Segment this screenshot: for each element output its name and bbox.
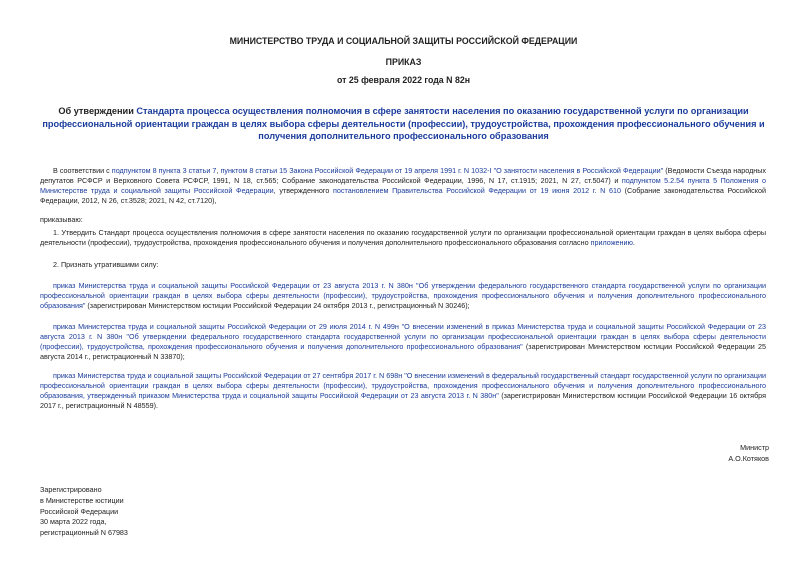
document-date-number: от 25 февраля 2022 года N 82н (336, 75, 471, 85)
registration-line: в Министерстве юстиции (40, 495, 124, 505)
preamble-text-4: , утвержденного (273, 185, 333, 195)
revoked-order-1-text: (зарегистрирован Министерством юстиции Российской Федерации 24 октября 2013 г., регистрационный N 30246); (85, 300, 470, 310)
revoked-order-1 (40, 281, 766, 311)
signature-name: А.О.Котяков (728, 454, 769, 463)
preamble-link-resolution[interactable]: постановлением Правительства Российской Федерации от 19 июня 2012 г. N 610 (333, 185, 621, 195)
revoked-order-1-link[interactable]: приказ Министерства труда и социальной защиты Российской Федерации от 23 августа 2013 г. N 380н "Об утверждении федерального государственного стандарта государственной услуги по организации профессиональной ориентации граждан в целях выбора сферы деятельности (профессии), трудоустройства, прохождения профессионального обучения и получения дополнительного профессионального образования" (40, 281, 766, 310)
item-1-text: 1. Утвердить Стандарт процесса осуществления полномочия в сфере занятости населения по оказанию государственной услуги по организации профессиональной ориентации граждан в целях выбора сферы деятельности (профессии), трудоустройства, прохождения профессионального обучения и получения дополнительного профессионального образования согласно (40, 228, 766, 247)
revoked-order-3-text: (зарегистрирован Министерством юстиции Российской Федерации 16 октября 2017 г., регистрационный N 48559). (40, 390, 766, 410)
registration-line: 30 марта 2022 года, (40, 517, 107, 527)
registration-line: регистрационный N 67983 (40, 528, 128, 538)
ministry-heading: МИНИСТЕРСТВО ТРУДА И СОЦИАЛЬНОЙ ЗАЩИТЫ РОССИЙСКОЙ ФЕДЕРАЦИИ (229, 36, 578, 46)
document-title (40, 105, 767, 143)
document-type: ПРИКАЗ (385, 57, 422, 67)
item-2-paragraph: 2. Признать утратившими силу: (53, 260, 159, 269)
preamble-link-article7[interactable]: подпунктом 8 пункта 3 статьи 7 (111, 166, 217, 175)
appendix-link[interactable]: приложению (590, 237, 633, 247)
preamble-text-3: (Ведомости Съезда народных депутатов РСФСР и Верховного Совета РСФСР, 1991, N 18, ст.565; Собрание законодательства Российской Федерации, 1996, N 17, ст.1915; 2021, N 27, ст.5047) и (40, 166, 767, 185)
preamble-link-regulation[interactable]: подпунктом 5.2.54 пункта 5 Положения о Министерстве труда и социальной защиты Российской Федерации (40, 175, 766, 195)
registration-line: Российской Федерации (40, 506, 119, 516)
revoked-order-2 (40, 322, 766, 362)
revoked-order-3 (40, 371, 766, 411)
preamble-text-2: , (216, 166, 221, 175)
revoked-order-3-link[interactable]: приказ Министерства труда и социальной защиты Российской Федерации от 27 сентября 2017 г. N 698н "О внесении изменений в федеральный государственный стандарт государственной услуги по организации профессиональной ориентации граждан в целях выбора сферы деятельности (профессии), трудоустройства, прохождения профессионального обучения и получения дополнительного профессионального образования, утвержденный приказом Министерства труда и социальной защиты Российской Федерации от 23 августа 2013 г. N 380н" (40, 371, 766, 400)
order-word: приказываю: (40, 215, 83, 224)
registration-line: Зарегистрировано (40, 485, 102, 494)
revoked-order-2-text: (зарегистрирован Министерством юстиции Российской Федерации 25 августа 2014 г., регистрационный N 33870); (40, 341, 766, 361)
preamble-text-5: (Собрание законодательства Российской Федерации, 2012, N 26, ст.3528; 2021, N 42, ст.7120), (40, 185, 766, 205)
item-1-end: . (632, 237, 635, 247)
preamble-paragraph (40, 166, 766, 206)
preamble-text-1: В соответствии с (53, 166, 112, 175)
revoked-order-2-link[interactable]: приказ Министерства труда и социальной защиты Российской Федерации от 29 июля 2014 г. N 499н "О внесении изменений в приказ Министерства труда и социальной защиты Российской Федерации от 23 августа 2013 г. N 380н "Об утверждении федерального государственного стандарта государственной услуги по организации профессиональной ориентации граждан в целях выбора сферы деятельности (профессии), трудоустройства, прохождения профессионального обучения и получения дополнительного профессионального образования" (40, 322, 766, 351)
item-1-paragraph (40, 228, 766, 248)
title-prefix: Об утверждении (58, 106, 137, 116)
preamble-link-law[interactable]: пунктом 8 статьи 15 Закона Российской Федерации от 19 апреля 1991 г. N 1032-I "О занятости населения в Российской Федерации" (220, 166, 664, 175)
title-standard-link[interactable]: Стандарта процесса осуществления полномочия в сфере занятости населения по оказанию государственной услуги по организации профессиональной ориентации граждан в целях выбора сферы деятельности (профессии), трудоустройства, прохождения профессионального обучения и получения дополнительного профессионального образования (42, 106, 765, 141)
registration-block (40, 485, 128, 539)
signature-position: Министр (740, 443, 769, 452)
